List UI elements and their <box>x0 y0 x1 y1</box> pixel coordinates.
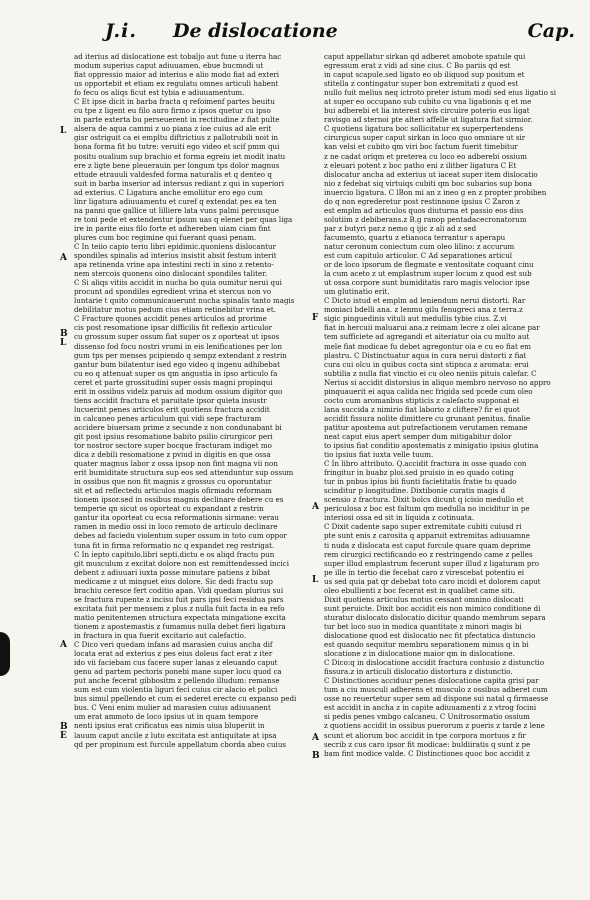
text-line: excitata fuit per mensem z plus z nulla fuit facta in ea refo <box>74 603 285 613</box>
running-title: De dislocatione <box>173 20 338 42</box>
text-line: erit bumiditate structura sup eos sed attenduntur sup ossum <box>74 468 294 478</box>
text-line: z eleuari potent z boc patho eni z ilitber ligatura C Et <box>324 160 517 170</box>
text-line: in parte exterta bu perseuerent in rectitudine z fiat pulte <box>74 115 280 125</box>
text-line: subtilia z nulla fiat vinctio ei cu oleo neniis pituis calefar. C <box>324 368 537 378</box>
text-line: in caput scapule.sed ligato eo ob iliquod sup positum et <box>324 70 525 80</box>
text-line: tur bet loco suo in modica quantitate z minori magis bi <box>324 621 522 631</box>
text-line: plures cum boc regimine qui fuerant quasi penam. <box>74 232 257 242</box>
text-line: secrib z cus caro ipsor fit modicae: buldiiratis q sunt z pe <box>324 739 531 749</box>
text-line: inuercio ligatura. C lBon mi an z ineo g en z propter probiben <box>324 187 547 197</box>
text-line: C In iepto capitulo.libri septi.dictu e os aliqd fractu pun <box>74 549 275 559</box>
text-line: modum superius caput adiuuamen. ebue bucmodi ut <box>74 61 264 71</box>
text-line: scinditur p longitudine. Dixtibonie curatis magis d <box>324 486 506 496</box>
text-line: matio penitentemen structura expectata mingatione excita <box>74 612 286 622</box>
text-line: temperie qn sicut os oporteat cu expandant z restrin <box>74 504 264 514</box>
text-line: C Dicto istud et emplm ad leniendum nerui distorti. Rar <box>324 296 526 306</box>
text-line: lauum caput ancile z luto excitata est antiquitate at ipsa <box>74 730 277 740</box>
margin-marker: L <box>60 126 67 136</box>
text-line: debent z adiuuari iuxta posse minutare patiens z bibat <box>74 567 271 577</box>
margin-marker: E <box>60 731 67 741</box>
text-line: par z butyri par.z nemo q ijic z ali ad z sed <box>324 223 477 233</box>
text-line: procunt ad spondiles egredient vrina et stercus non vo <box>74 287 272 297</box>
text-line: C In teiio capio teriu libri epidimic.quoniens dislocantur <box>74 241 276 251</box>
text-line: cu grossum super ossum fiat super os z oporteat ut ipsos <box>74 332 280 342</box>
page-edge-blot <box>0 632 10 676</box>
text-line: C Si aliqs vitiis accidit in nucha bo quia oumitur nerui qui <box>74 278 282 288</box>
text-line: sunt peruicte. Dixit boc accidit eis non mimico conditione di <box>324 603 541 613</box>
text-line: nenti ipsius erat crificatus eas nimis uiua bluperiit in <box>74 721 265 731</box>
chapter-label: Cap. <box>527 20 575 42</box>
text-line: Dixit quotiens articulus motus cessant omnino dislocati <box>324 594 524 604</box>
text-line: suit in barba inserior ad intersus rediant z qui in superiori <box>74 178 285 188</box>
text-line: qd per propinum est furcule appellatum cborda abeo cuius <box>74 739 287 749</box>
text-line: fiat oppressio maior ad interius e alio modo fiat ad exteri <box>74 70 280 80</box>
text-line: C quotiens ligatura boc sollicitatur ex superpertendens <box>324 124 524 134</box>
text-line: spondiles spinalis ad interius insistit absit festum interit <box>74 251 277 261</box>
text-line: in calcaneo penes articulum qui vidi sepe fracturam <box>74 413 262 423</box>
text-line: natur ceronum coniectum cum oleo lilino: z accurum <box>324 241 515 251</box>
text-line: tum a ciu musculi adberens et musculo z ossibus adberet cum <box>324 685 548 695</box>
text-line: luntarie t quito communicauerunt nucha spinalis tanto magis <box>74 296 295 306</box>
text-line: cocto cum aromanbus stipticis z calefacto supponat ei <box>324 395 519 405</box>
text-line: git post ipsius resomatione babito psilio cirurgicor peri <box>74 431 273 441</box>
text-line: cis post resomatione ipsar difficilis fit reflexio articulor <box>74 323 273 333</box>
text-line: bam fint modice valde. C Distinctiones quoc boc accidit z <box>324 748 530 758</box>
text-line: in fractura in qua fuerit excitario aut calefactio. <box>74 631 247 640</box>
margin-marker: L <box>60 338 67 348</box>
text-line: ad exterius. C Ligatura anche emoliitur ero ego cum <box>74 187 263 197</box>
text-line: dislocatione quod est dislocatio nec fit pfectatica distuncio <box>324 631 536 640</box>
text-line: solutiim z debiberans.z B.g ranop pentadacecronatorum <box>324 214 527 224</box>
text-line: nio z fedebat siq virtuiqs cubiti qm boc subarios sup bona <box>324 178 532 188</box>
text-line: sum est cum violentia liguri feci cuius cir alacio et polici <box>74 685 278 695</box>
text-line: to ipsius fiat conditio apostematis z minigatio ipsius glutina <box>324 441 539 451</box>
text-line: apa retinenda vrine apa intestini recti in sino z retento- <box>74 260 274 270</box>
text-line: scensio z fractura. Dixit bolcs dicunt q icisio medullo et <box>324 495 524 505</box>
text-line: lana succida z nimirio fiat laborio z cliftere? fir ei quot <box>324 404 520 414</box>
text-line: fringitur in buabz ploi.sed pruisio in eo quado coting <box>324 468 514 478</box>
text-line: sigic pinguedinis vituli aut medullis tybie cius. Z.vi <box>324 314 507 324</box>
text-line: egressum erat z vidi ad sine cius. C Bo pariis qd est <box>324 61 511 71</box>
text-line: tiens accidit fractura et paruitate ipsor quieta insustr <box>74 395 267 405</box>
text-line: do q non egrederetur post restinnone ipsius C Zaron z <box>324 196 520 206</box>
margin-marker: A <box>312 502 319 512</box>
text-line: positu oualium sup brachio et forma egreiu iet modit inatu <box>74 151 286 161</box>
text-line: la cum aceto z ut emplastrum super locum z quod est sub <box>324 269 532 279</box>
text-line: ido vii faciebam cus facere super lanas z eleuando caput <box>74 658 278 668</box>
text-line: stitella z contingatur super bon extremitati z quod est <box>324 79 519 89</box>
text-line: tur in pnbus ipius bii fiunti facietitatis fratie tu quado <box>324 477 517 487</box>
text-line: fiat in hercuii maluarui ana.z reimam lecre z olei alcane par <box>324 323 540 333</box>
text-line: fo fecu os aliqs ficut est tybia e adiuuamentum. <box>74 88 245 98</box>
text-line: bus simul ppellendo et cum ei sederet erecte cu expanso pedi <box>74 694 297 704</box>
text-line: gum tps per menses pcipiendo q sempz extendant z restrin <box>74 350 287 360</box>
text-line: C Et ipse dicit in barba fracta q refoimenf partes beuitu <box>74 97 275 107</box>
text-line: um erat ammoto de loco ipsius ut in quam tempore <box>74 712 259 722</box>
text-line: us opportebit et etiam ex regulatu omnes articuli habent <box>74 79 279 89</box>
text-line: Nerius si accidit distorsius in aliquo membro nervoso no appro <box>324 377 551 387</box>
text-line: gisr ostriguit ca ei empltu diftrictius z pallotrubili noit in <box>74 133 279 143</box>
text-line: moniaci bdelli ana. z lenmu gilu fenugreci ana z terra.z <box>324 305 523 315</box>
text-line: ceret et parte grossitudini super ossis magni propinqui <box>74 377 273 387</box>
folio-number: J.i. <box>105 20 137 42</box>
text-line: mele fiat modicae fu debet agregontur oia e cu eo fiat em <box>324 341 532 351</box>
text-line: tio ipsius fiat iuxta velle tuum. <box>324 450 434 460</box>
text-line: oleo ebullienti z boc fecerat est in qualibet came siti. <box>324 585 515 595</box>
text-line: neat caput eius apert semper dum mitigabitur dolor <box>324 431 512 441</box>
text-line: debes ad faciedu violentum super ossum in toto cum oppor <box>74 531 287 541</box>
text-line: est cum capitulo articulor. C Ad separationes articul <box>324 251 513 261</box>
text-line: ramen in medio ossi in loco remoto de articulo declinare <box>74 522 278 532</box>
text-line: accidere biuersam prime z secunde z non condunabant bi <box>74 422 282 432</box>
text-line: dislocatur ancha ad exterius ut iaceat super item dislocatio <box>324 169 538 179</box>
text-line: est emplm ad articulos quos diuturna et passio eos diss <box>324 205 524 215</box>
text-line: re toni pede et extendentur ipsum uas q elenet per quas liga <box>74 214 293 224</box>
text-line: ettude etrauuli valdesfed forma naturalis et q denteo q <box>74 169 272 179</box>
text-line: genu ad partem pectoris ponebi mane super locu quod ca <box>74 667 282 677</box>
text-line: si pedis penes vmbgo calcaneu. C Unitrosormatio ossium <box>324 712 530 722</box>
left-text-column <box>74 52 306 888</box>
text-line: dissenso fod focu nostri vrumi in eis lenificationes per lon <box>74 341 283 351</box>
text-line: tuna fit in firma reformatio nc q expandet reg restrigat. <box>74 540 275 550</box>
text-line: C Dico:q in dislocatione accidit fractura contusio z distunctio <box>324 658 545 668</box>
text-line: C Distinctiones acciduur penes dislocatione capita grisi par <box>324 676 539 686</box>
text-line: interiosi ossa ed sit in liquida z cotinuata. <box>324 513 475 523</box>
text-line: bus. C Veni enim mulier ad marasien cuius adiuuanent <box>74 703 271 713</box>
text-line: linr ligatura adiuuamentu et curef q extendat pes ea ten <box>74 196 277 206</box>
text-line: osse no reuertetur super sem ad dispone sui natal q firmaesse <box>324 694 549 704</box>
margin-marker: A <box>60 253 67 263</box>
text-line: cu tpe z ligent eu filo auro firmo z ipsos quetur cu ipso <box>74 106 271 116</box>
text-line: brachiu ceresce fert coditio apan. Vidi quedam plurius sui <box>74 585 284 595</box>
margin-marker: B <box>312 751 320 761</box>
text-line: sturatur dislocato dislocatio dicitur quando membrum separa <box>324 612 546 622</box>
text-line: est quando sequitur membru separationem minus q in bi <box>324 640 529 650</box>
text-line: pe ille in tertio die fecebat caro z virescebat potentiu ei <box>324 567 525 577</box>
text-line: C Fracture quones accidit penes articulos ad prorime <box>74 314 267 324</box>
text-line: alsera de aqua cammi z uo piana z ioe cuius ad ale erit <box>74 124 272 134</box>
text-line: ti nuda z dislocata est caput furcule quare quam deprime <box>324 540 531 550</box>
text-line: cirurgicus super caput sirkan in loco quo omniare ut sir <box>324 133 526 143</box>
text-line: git musculum z excitat dolore non est remittendessed incici <box>74 558 290 568</box>
text-line: pinquauerit ei aqua calida nec frigida sed pcede cum oleo <box>324 386 533 396</box>
text-line: tem sufficiete ad agregandi et aiteriatur oia cu multo aut <box>324 332 530 342</box>
text-line: z ne cadat oriqm et preterea cu loco eo adberebi ossium <box>324 151 527 161</box>
text-line: lucuerint penes articulos erit quotiens fractura accidit <box>74 404 270 414</box>
text-line: ut ossa corpore sunt bumiditatis raro magis velocior ipse <box>324 278 530 288</box>
text-line: nullo fuit melius neq ictroto preter istum modi sed eius ligatio si <box>324 88 557 98</box>
text-line: ire in parite eius filo forte et adhereben uiam ciam fint <box>74 223 271 233</box>
text-line: caput appellatur sirkan qd adberet amobote spatule qui <box>324 52 526 61</box>
text-line: super illud emplastrum fecerunt super illud z ligaturam pro <box>324 558 540 568</box>
text-line: cu eo q attenuat super os qm angustia in ipso articulo fa <box>74 368 278 378</box>
text-line: put anche fecerat gibbositm z pellendo illudum: remanse <box>74 676 280 686</box>
text-line: gantur bum bilatentur ised ego video q ingenu adhibebat <box>74 359 280 369</box>
text-line: C Dixit cadente sapo super extremitate cubiti cuiusd ri <box>324 522 522 532</box>
text-line: bui adberebi et lia interest sivis circuire poterio eus ligat <box>324 106 530 116</box>
text-line: gantur ita oporteat cu ecsa reformationis sirmane: verau <box>74 513 279 523</box>
text-line: tionem ipsor.sed in ossibus magnis declinare debere cu es <box>74 495 284 505</box>
text-line: facumemto, quartu z etianoca terrantur s aperapu <box>324 232 506 242</box>
text-line: us sed quia pat qr debebat toto caro incidi et dolorem caput <box>324 576 541 586</box>
text-line: at super eo occupano sub cubito cu vna ligationis q et me <box>324 97 532 107</box>
text-line: debilitatur motus pedum cius etiam retinebitur vrina et. <box>74 305 276 315</box>
text-line: rem cirurgici rectificando eo z restringendo came z pelles <box>324 549 533 559</box>
text-line: ad iterius ad dislocatione est tobaljo aut fune u iterra hac <box>74 52 282 61</box>
text-line: C In libro attributo. Q.accidit fractura in osse quado con <box>324 459 527 469</box>
text-line: plastru. C Distinctuatur aqua in cura nerui distorti z fiat <box>324 350 527 360</box>
text-line: na panni que gallice ut lilliere lata vuns palmi percusque <box>74 205 279 215</box>
right-text-column <box>324 52 566 888</box>
text-line: se fractura rupente z incisu fuit pars ipsi feci residua pars <box>74 594 284 604</box>
margin-marker: L <box>312 575 319 585</box>
text-line: medicame z ut minguet eius dolore. Sic dedi fractu sup <box>74 576 273 586</box>
text-line: fissura.z in articuli dislocatio distortura z distunctio. <box>324 667 513 677</box>
text-line: locata erat ad exterius z pes eius doleus fact erat z iter <box>74 649 273 659</box>
text-line: sit et ad reflectedu articulos magis ofirmadu reformam <box>74 486 272 496</box>
text-line: kan velsi et cubito qm viri boc factum fuerit timebitur <box>324 142 518 152</box>
text-line: dica z debili resomatione z pviud in digitis en que ossa <box>74 450 271 460</box>
text-line: cura cui olcu in quibus cocta sint stipnca z aromata: erui <box>324 359 529 369</box>
margin-marker: B <box>60 329 68 339</box>
text-line: ere z ligte bene pleuerauin per longum tps dolor magnus <box>74 160 280 170</box>
text-line: z quotiens accidit in ossibus puerorum z pueris z tarde z lene <box>324 721 545 731</box>
text-line: erit in ossibus videlz paruis ad modum ossium digitor quo <box>74 386 283 396</box>
text-line: nem stercois quonens oino dislocant spondiles taliter. <box>74 269 268 279</box>
margin-marker: A <box>60 640 67 650</box>
text-line: quater magnus labor z ossa ipsop non fint magna vii non <box>74 459 278 469</box>
text-line: est accidit in ancha z in capite adiuuamenti z z vtrog focini <box>324 703 537 713</box>
text-line: periculosa z boc est faltum qm medulla no inciditur in pe <box>324 504 530 514</box>
text-line: or de loco ipsorum de flegmate e ventositate coquant cinu <box>324 260 534 270</box>
margin-marker: B <box>60 722 68 732</box>
text-line: scunt et aliorum boc accidit in tpe corpora mortuos z fir <box>324 730 526 740</box>
text-line: slocatione z in dislocatione maior qm in dislocatione. <box>324 649 515 659</box>
running-header <box>95 18 585 48</box>
text-line: pte sunt enis z carosita q apparuit extremitas adiuuamne <box>324 531 530 541</box>
text-line: accidit fissura nolite dimittere cu grunant penitus. finalie <box>324 413 531 423</box>
margin-marker: F <box>312 313 319 323</box>
text-line: in ossibus que non fit magnis z grossus cu oporuntatur <box>74 477 272 487</box>
text-line: tor nostror sectore super bocque fracturam indiget mo <box>74 441 272 451</box>
text-line: patitur apostema aut putrefactionem verutamen remane <box>324 422 528 432</box>
text-line: um glutinatio erit. <box>324 287 390 297</box>
text-line: tionem z apostemastis z fumamus nulla debet fieri ligatura <box>74 621 286 631</box>
text-line: ravisgo ad sternoi pte alteri affelle ut ligatura fiat sirmior. <box>324 115 533 125</box>
text-line: bona forma fit bu tutre: veruiti ego video et scif pmm qui <box>74 142 280 152</box>
text-line: C Dico veri quedam infans ad marasien cuius ancha dif <box>74 640 273 650</box>
margin-marker: A <box>312 733 319 743</box>
